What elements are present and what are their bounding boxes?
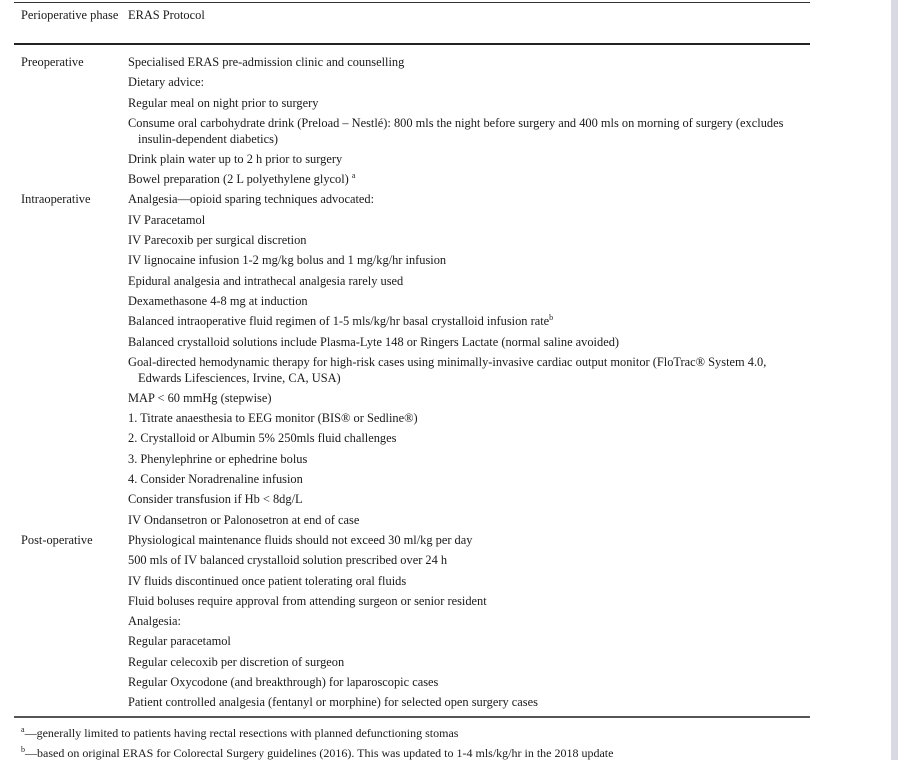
protocol-cell (128, 530, 806, 713)
protocol-item-text: Regular paracetamol (128, 634, 231, 649)
phase-cell: Intraoperative (21, 192, 91, 207)
protocol-item-text: 2. Crystalloid or Albumin 5% 250mls fluid challenges (128, 431, 397, 446)
protocol-item (128, 291, 806, 311)
protocol-item-text: Dexamethasone 4-8 mg at induction (128, 293, 308, 308)
protocol-item (128, 672, 806, 692)
protocol-item (128, 428, 806, 448)
protocol-item (128, 571, 806, 591)
table-top-rule (14, 2, 810, 3)
protocol-item (128, 591, 806, 611)
protocol-item (128, 449, 806, 469)
protocol-item (128, 250, 806, 270)
protocol-item-text: 500 mls of IV balanced crystalloid solution prescribed over 24 h (128, 553, 448, 568)
protocol-item (128, 408, 806, 428)
protocol-item-text: Regular Oxycodone (and breakthrough) for laparoscopic cases (128, 675, 439, 690)
protocol-item (128, 332, 806, 352)
protocol-item-text: IV fluids discontinued once patient tolerating oral fluids (128, 573, 407, 588)
scrollbar[interactable] (891, 0, 898, 760)
table-footnotes (21, 723, 821, 763)
protocol-item-text: Drink plain water up to 2 h prior to surgery (128, 151, 343, 166)
protocol-item (128, 489, 806, 509)
protocol-item (128, 469, 806, 489)
table-row (21, 52, 806, 189)
protocol-item (128, 611, 806, 631)
protocol-item (128, 189, 806, 209)
protocol-item (128, 72, 806, 92)
phase-cell: Post-operative (21, 532, 93, 547)
protocol-item-text: MAP < 60 mmHg (stepwise) (128, 390, 272, 405)
table-header-rule (14, 43, 810, 45)
protocol-item-text: IV lignocaine infusion 1-2 mg/kg bolus and 1 mg/kg/hr infusion (128, 253, 447, 268)
protocol-item (128, 631, 806, 651)
protocol-item-text: Balanced intraoperative fluid regimen of 1-5 mls/kg/hr basal crystalloid infusion rate (128, 314, 550, 329)
protocol-item (128, 113, 806, 149)
protocol-item-text: Regular celecoxib per discretion of surgeon (128, 654, 345, 669)
footnote-marker[interactable]: b (549, 313, 554, 323)
protocol-item-text: Epidural analgesia and intrathecal analgesia rarely used (128, 273, 404, 288)
protocol-item (128, 52, 806, 72)
protocol-item-text: 3. Phenylephrine or ephedrine bolus (128, 451, 308, 466)
protocol-cell (128, 189, 806, 529)
phase-cell: Preoperative (21, 55, 84, 69)
protocol-item (128, 230, 806, 250)
protocol-item (128, 311, 806, 331)
protocol-item-text: Consider transfusion if Hb < 8dg/L (128, 492, 303, 507)
protocol-item (128, 388, 806, 408)
protocol-item-text: IV Ondansetron or Palonosetron at end of case (128, 512, 360, 527)
protocol-item-text: 1. Titrate anaesthesia to EEG monitor (BIS® or Sedline®) (128, 411, 418, 426)
table-row (21, 189, 806, 529)
table-bottom-rule (14, 716, 810, 718)
protocol-item-text: Specialised ERAS pre-admission clinic and counselling (128, 55, 405, 69)
footnote-text: —generally limited to patients having rectal resections with planned defunctioning stomas (24, 726, 459, 740)
footnote-mark: b (21, 745, 25, 754)
protocol-item (128, 692, 806, 712)
protocol-item-text: 4. Consider Noradrenaline infusion (128, 472, 303, 487)
protocol-item (128, 530, 806, 550)
protocol-item-text: Consume oral carbohydrate drink (Preload – Nestlé): 800 mls the night before surgery and 400 mls on morning of surgery (excludes insulin-dependent diabetics) (128, 115, 784, 146)
protocol-item-text: Bowel preparation (2 L polyethylene glycol) (128, 172, 352, 187)
protocol-item (128, 149, 806, 169)
protocol-item-text: IV Paracetamol (128, 212, 206, 227)
protocol-item (128, 652, 806, 672)
protocol-item-text: Fluid boluses require approval from attending surgeon or senior resident (128, 593, 487, 608)
footnote-mark: a (21, 725, 25, 734)
protocol-item-text: Goal-directed hemodynamic therapy for high-risk cases using minimally-invasive cardiac output monitor (FloTrac® System 4.0, Edwards Lifesciences, Irvine, CA, USA) (128, 354, 767, 385)
protocol-item-text: Analgesia: (128, 614, 181, 629)
protocol-item (128, 510, 806, 530)
table-body (21, 52, 806, 713)
protocol-item (128, 169, 806, 189)
table-row (21, 530, 806, 713)
protocol-item-text: Physiological maintenance fluids should not exceed 30 ml/kg per day (128, 532, 473, 547)
header-protocol: ERAS Protocol (128, 8, 205, 22)
protocol-item-text: Patient controlled analgesia (fentanyl or morphine) for selected open surgery cases (128, 695, 538, 710)
footnote (21, 723, 821, 743)
protocol-item (128, 210, 806, 230)
header-phase: Perioperative phase (21, 8, 119, 22)
protocol-item-text: Regular meal on night prior to surgery (128, 95, 319, 110)
protocol-cell (128, 52, 806, 189)
footnote (21, 743, 821, 763)
protocol-item (128, 93, 806, 113)
protocol-item-text: IV Parecoxib per surgical discretion (128, 233, 307, 248)
protocol-item-text: Analgesia—opioid sparing techniques advocated: (128, 192, 375, 207)
footnote-text: —based on original ERAS for Colorectal Surgery guidelines (2016). This was updated to 1-4 mls/kg/hr in the 2018 update (25, 746, 614, 760)
protocol-item-text: Balanced crystalloid solutions include Plasma-Lyte 148 or Ringers Lactate (normal saline avoided) (128, 334, 620, 349)
protocol-item (128, 352, 806, 388)
protocol-item (128, 271, 806, 291)
protocol-item-text: Dietary advice: (128, 75, 205, 90)
protocol-item (128, 550, 806, 570)
footnote-marker[interactable]: a (351, 171, 356, 181)
